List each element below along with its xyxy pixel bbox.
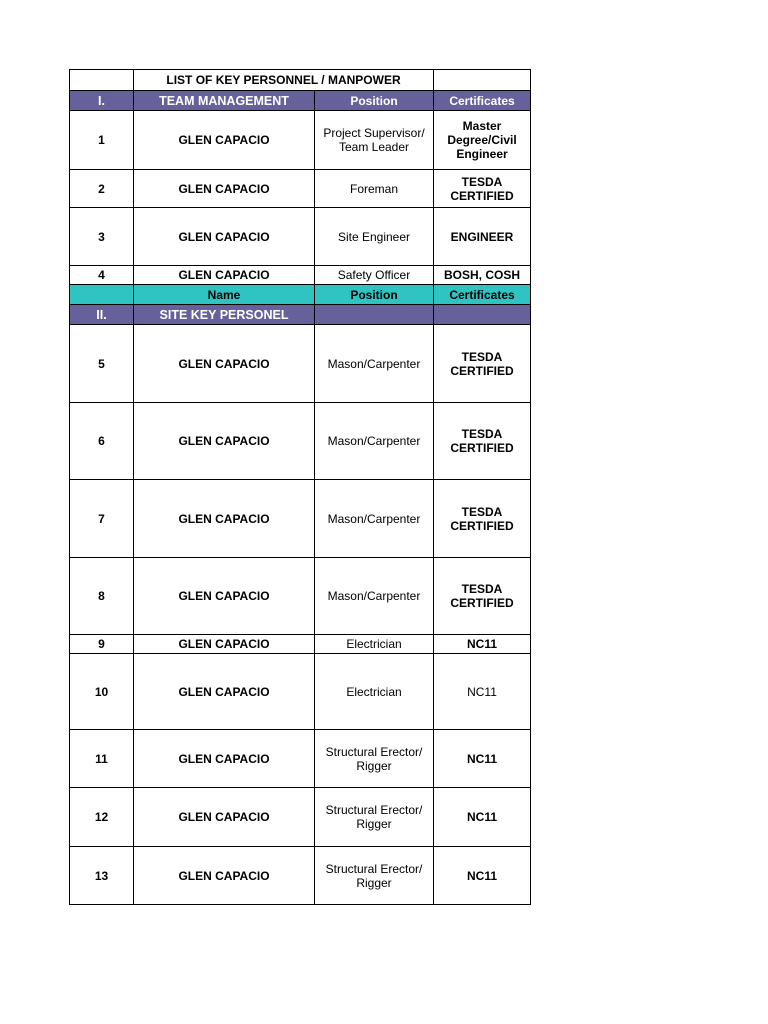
- table-row: [70, 788, 531, 847]
- personnel-certificate: NC11: [434, 730, 531, 788]
- section-label: SITE KEY PERSONEL: [134, 305, 315, 325]
- row-number: 3: [70, 208, 134, 266]
- personnel-certificate: TESDA CERTIFIED: [434, 480, 531, 558]
- column-subheader: [70, 285, 531, 305]
- personnel-name: GLEN CAPACIO: [134, 558, 315, 635]
- personnel-position: Foreman: [315, 170, 434, 208]
- row-number: 11: [70, 730, 134, 788]
- personnel-name: GLEN CAPACIO: [134, 266, 315, 285]
- personnel-table: [69, 69, 531, 905]
- sheet-title: LIST OF KEY PERSONNEL / MANPOWER: [134, 70, 434, 91]
- personnel-certificate: NC11: [434, 788, 531, 847]
- empty-cell: [70, 70, 134, 91]
- personnel-name: GLEN CAPACIO: [134, 788, 315, 847]
- personnel-name: GLEN CAPACIO: [134, 847, 315, 905]
- personnel-name: GLEN CAPACIO: [134, 635, 315, 654]
- personnel-position: Electrician: [315, 635, 434, 654]
- personnel-name: GLEN CAPACIO: [134, 654, 315, 730]
- empty-cell: [434, 70, 531, 91]
- empty-cell: [315, 305, 434, 325]
- personnel-name: GLEN CAPACIO: [134, 208, 315, 266]
- personnel-position: Mason/Carpenter: [315, 480, 434, 558]
- position-header: Position: [315, 91, 434, 111]
- table-row: [70, 635, 531, 654]
- personnel-certificate: TESDA CERTIFIED: [434, 403, 531, 480]
- table-row: [70, 403, 531, 480]
- personnel-name: GLEN CAPACIO: [134, 170, 315, 208]
- table-row: [70, 847, 531, 905]
- table-row: [70, 208, 531, 266]
- personnel-position: Mason/Carpenter: [315, 325, 434, 403]
- empty-cell: [434, 305, 531, 325]
- row-number: 1: [70, 111, 134, 170]
- section-numeral: I.: [70, 91, 134, 111]
- row-number: 8: [70, 558, 134, 635]
- row-number: 2: [70, 170, 134, 208]
- personnel-position: Mason/Carpenter: [315, 558, 434, 635]
- section-header-team-management: [70, 91, 531, 111]
- certificates-header: Certificates: [434, 91, 531, 111]
- row-number: 9: [70, 635, 134, 654]
- row-number: 4: [70, 266, 134, 285]
- personnel-name: GLEN CAPACIO: [134, 403, 315, 480]
- personnel-position: Mason/Carpenter: [315, 403, 434, 480]
- personnel-position: Structural Erector/ Rigger: [315, 847, 434, 905]
- section-label: TEAM MANAGEMENT: [134, 91, 315, 111]
- table-row: [70, 558, 531, 635]
- personnel-certificate: Master Degree/Civil Engineer: [434, 111, 531, 170]
- section-header-site-key-personel: [70, 305, 531, 325]
- personnel-certificate: NC11: [434, 654, 531, 730]
- row-number: 7: [70, 480, 134, 558]
- personnel-position: Structural Erector/ Rigger: [315, 730, 434, 788]
- personnel-position: Site Engineer: [315, 208, 434, 266]
- personnel-name: GLEN CAPACIO: [134, 480, 315, 558]
- title-row: [70, 70, 531, 91]
- certificates-header: Certificates: [434, 285, 531, 305]
- personnel-position: Safety Officer: [315, 266, 434, 285]
- personnel-name: GLEN CAPACIO: [134, 325, 315, 403]
- table-row: [70, 170, 531, 208]
- row-number: 10: [70, 654, 134, 730]
- empty-cell: [70, 285, 134, 305]
- personnel-certificate: BOSH, COSH: [434, 266, 531, 285]
- section-numeral: II.: [70, 305, 134, 325]
- personnel-certificate: TESDA CERTIFIED: [434, 170, 531, 208]
- table-row: [70, 325, 531, 403]
- personnel-name: GLEN CAPACIO: [134, 730, 315, 788]
- table-row: [70, 266, 531, 285]
- personnel-position: Project Supervisor/ Team Leader: [315, 111, 434, 170]
- personnel-certificate: NC11: [434, 635, 531, 654]
- table-row: [70, 111, 531, 170]
- name-header: Name: [134, 285, 315, 305]
- personnel-certificate: TESDA CERTIFIED: [434, 325, 531, 403]
- table-row: [70, 480, 531, 558]
- table-row: [70, 654, 531, 730]
- personnel-position: Structural Erector/ Rigger: [315, 788, 434, 847]
- personnel-certificate: ENGINEER: [434, 208, 531, 266]
- row-number: 6: [70, 403, 134, 480]
- row-number: 12: [70, 788, 134, 847]
- table-row: [70, 730, 531, 788]
- personnel-certificate: NC11: [434, 847, 531, 905]
- row-number: 5: [70, 325, 134, 403]
- row-number: 13: [70, 847, 134, 905]
- personnel-position: Electrician: [315, 654, 434, 730]
- personnel-certificate: TESDA CERTIFIED: [434, 558, 531, 635]
- position-header: Position: [315, 285, 434, 305]
- personnel-name: GLEN CAPACIO: [134, 111, 315, 170]
